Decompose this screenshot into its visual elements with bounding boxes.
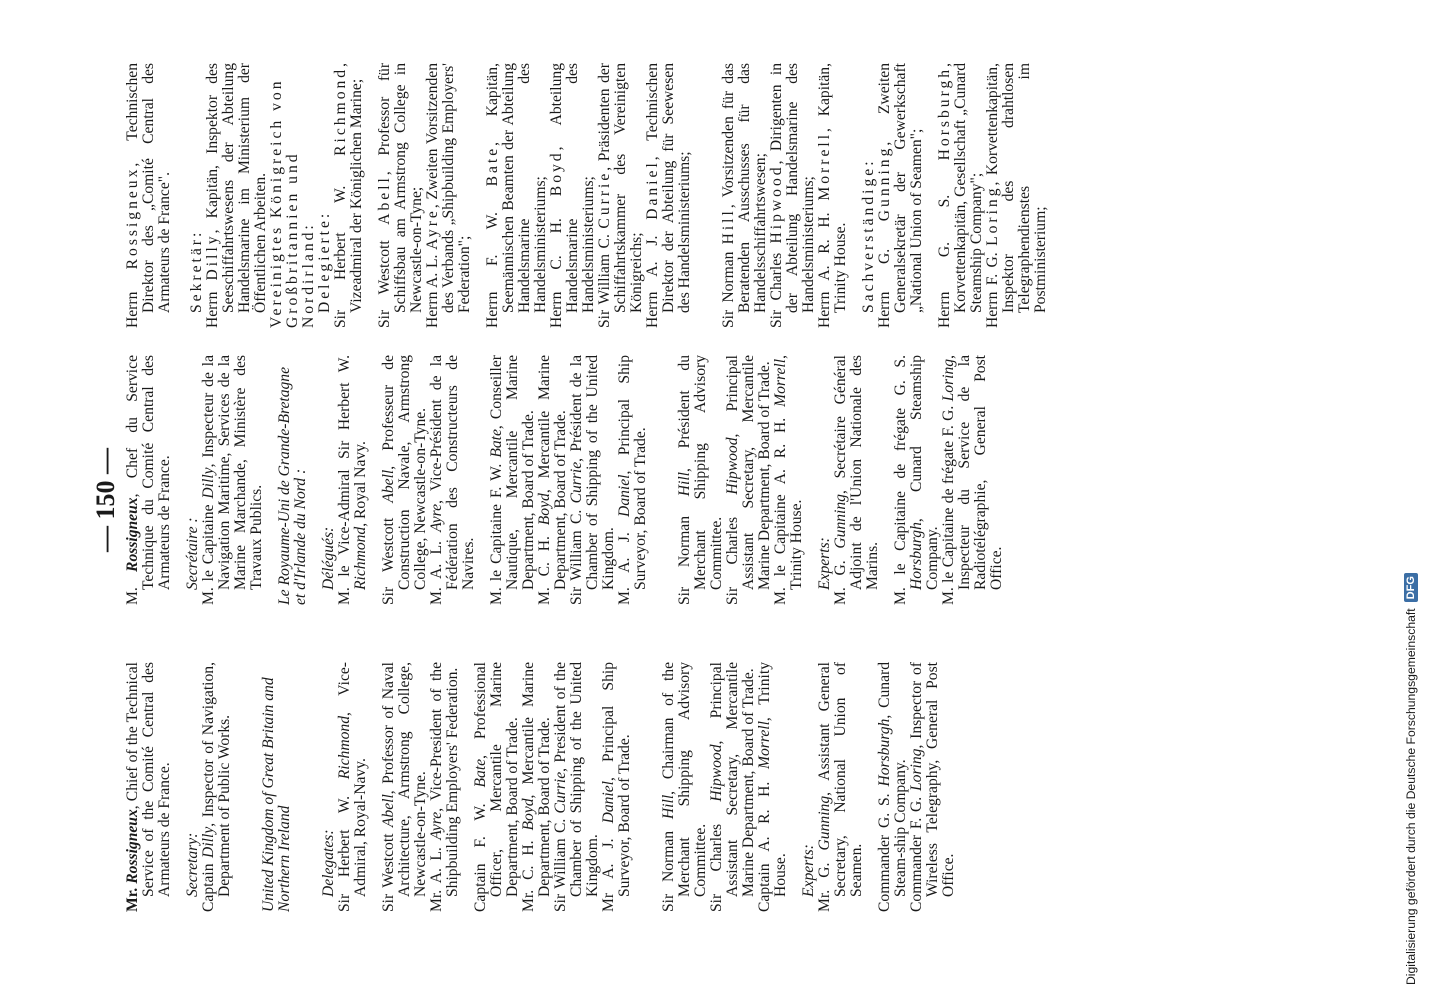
delegates-list — [337, 662, 789, 912]
entry-description: , Secrétaire Général Adjoint de l'Union Nationale des Marins. — [832, 355, 881, 590]
entry-prefix: Captain A. R. H. — [756, 769, 773, 912]
entry-prefix: Sir Herbert W. — [336, 779, 353, 912]
entry-description: , Abteilung Handelsmarine des Handelsministeriums; — [548, 63, 597, 313]
entry-description: , Dirigenten in der Abteilung Handelsmarine des Handelsministeriums; — [768, 63, 817, 313]
delegates-heading: Délégués: — [320, 526, 337, 590]
entry-prefix: M. A. J. — [616, 516, 633, 605]
entry-description: , Principal Ship Surveyor, Board of Trade. — [600, 662, 633, 897]
entry-name: Hill — [676, 471, 693, 497]
entry-name: Horsburgh — [876, 718, 893, 787]
entry-name: Boyd — [520, 798, 537, 831]
list-item — [569, 355, 617, 605]
entry-description: , Inspector of Wireless Telegraphy, General Post Office. — [908, 662, 957, 897]
entry-description: , Korvettenkapitän, Inspektor des drahtlosen Telegraphendienstes im Postministerium; — [984, 63, 1049, 313]
list-item — [333, 63, 365, 328]
experts-list — [877, 63, 1061, 328]
list-item — [489, 355, 537, 605]
entry-description: , Inspecteur du Service de la Radiotélégraphie, General Post Office. — [940, 355, 1005, 590]
digitization-footer — [1396, 15, 1426, 985]
entry-prefix: Mr. A. L. — [428, 839, 445, 912]
entry-prefix: Herrn G. S. — [936, 160, 953, 328]
entry-prefix: Sir Westcott — [376, 224, 393, 328]
experts-list — [833, 355, 1017, 605]
entry-prefix: Sir William C. — [568, 503, 585, 605]
list-item — [677, 355, 725, 605]
entry-name: Gunning — [816, 795, 833, 851]
list-item — [537, 355, 569, 605]
entry-prefix: M. A. L. — [428, 531, 445, 605]
entry-description: , Cunard Steamship Company. — [908, 355, 941, 590]
entry-secretary: M. le Capitaine Dilly, Inspecteur de la Navigation Maritime, Services de la Marine Marchande, Ministère des Travaux Publics. — [200, 355, 265, 605]
entry-secretary: Captain Dilly, Inspector of Navigation, Department of Public Works. — [200, 662, 233, 912]
list-item — [337, 662, 369, 912]
page-number: — 150 — — [91, 448, 120, 552]
entry-name: Richmond — [352, 526, 369, 590]
list-item — [909, 662, 957, 912]
entry-prefix: Sir Herbert W. — [332, 155, 349, 328]
entry-description: , Chairman of the Merchant Shipping Advisory Committee. — [660, 662, 709, 897]
experts-heading: Experts: — [816, 537, 833, 590]
entry-description: , Präsidenten der Schiffahrtskammer des Vereinigten Königreichs; — [596, 62, 645, 313]
entry-prefix: M. G. — [832, 548, 849, 605]
entry-prefix: Commander F. G. — [908, 791, 925, 912]
region-heading: Le Royaume-Uni de Grande-Bretagne et d'Irlande du Nord : — [276, 366, 309, 605]
entry-france-end: Mr. Rossigneux, Chief of the Technical Service of the Comité Central des Armateurs de France. — [124, 662, 173, 912]
secretary-heading: Sekretär: — [188, 229, 205, 313]
region-heading: Vereinigtes Königreich von Großbritannien und Nordirland: — [268, 78, 317, 328]
entry-name: Abell — [380, 794, 397, 828]
list-item — [725, 355, 773, 605]
list-item — [941, 355, 1005, 605]
list-item — [337, 355, 369, 605]
secretary-heading: Secrétaire : — [184, 517, 201, 590]
list-item — [893, 355, 941, 605]
list-item — [757, 662, 789, 912]
list-item — [817, 63, 849, 328]
entry-name: Bate — [484, 145, 501, 187]
list-item — [833, 355, 881, 605]
entry-name: Richmond — [332, 66, 349, 156]
entry-prefix: Mr A. J. — [600, 823, 617, 912]
entry-description: , Vice-Admiral, Royal-Navy. — [336, 662, 369, 897]
entry-name: Loring — [940, 358, 957, 402]
entry-description: , Zweiten Vorsitzenden des Verbands „Shipbuilding Employers' Federation"; — [424, 63, 473, 313]
entry-name: Loring — [984, 185, 1001, 246]
entry-description: , Président du Merchant Shipping Advisory Committee. — [676, 355, 725, 590]
entry-description: , Technischen Direktor der Abteilung für Seewesen des Handelsministeriums; — [644, 62, 693, 313]
entry-prefix: Herrn C. H. — [548, 196, 565, 328]
entry-description: , Trinity House. — [772, 355, 805, 590]
entry-name: Currie — [568, 461, 585, 504]
entry-prefix: Mr. C. H. — [520, 830, 537, 912]
list-item — [381, 355, 429, 605]
entry-prefix: Sir William C. — [596, 228, 613, 328]
entry-prefix: Commander G. S. — [876, 786, 893, 912]
entry-prefix: Herrn F. G. — [984, 245, 1001, 328]
entry-name: Hipwood — [768, 164, 785, 244]
entry-description: , Mercantile Marine Department, Board of Trade. — [536, 355, 569, 590]
list-item — [549, 63, 597, 328]
list-item — [601, 662, 633, 912]
entry-name: Ayre — [424, 208, 441, 250]
entry-description: , Président de la Chamber of Shipping of the United Kingdom. — [568, 355, 617, 590]
entry-prefix: M. le Capitaine de frégate G. S. — [892, 355, 909, 605]
entry-name: Daniel — [616, 474, 633, 517]
entry-description: , Professor für Schiffsbau am Armstrong College in Newcastle-on-Tyne; — [376, 62, 425, 313]
entry-prefix: Sir Charles — [768, 243, 785, 328]
list-item — [377, 63, 425, 328]
entry-prefix: Sir Norman — [676, 496, 693, 605]
entry-name: Boyd — [536, 493, 553, 526]
entry-name: Richmond — [336, 716, 353, 780]
digitization-note: Digitalisierung gefördert durch die Deutsche Forschungsgemeinschaft — [1404, 608, 1418, 985]
region-heading: United Kingdom of Great Britain and Northern Ireland — [260, 677, 293, 912]
entry-name: Loring — [908, 748, 925, 791]
entry-name: Bate — [472, 758, 489, 788]
list-item — [773, 355, 805, 605]
delegates-heading: Delegates: — [320, 829, 337, 897]
entry-name: Ayre — [428, 503, 445, 532]
entry-name: Horsburgh — [908, 522, 925, 590]
entry-prefix: M. C. H. — [536, 525, 553, 605]
entry-prefix: M. le Capitaine A. R. H. — [772, 406, 789, 605]
entry-description: , Vizeadmiral der Königlichen Marine; — [332, 63, 365, 313]
entry-prefix: Herrn A. J. — [644, 219, 661, 328]
list-item — [877, 63, 925, 328]
entry-name: Boyd — [548, 150, 565, 197]
entry-description: , Professional Officer, Mercantile Marine Department, Board of Trade. — [472, 661, 521, 897]
dfg-logo: DFG — [1404, 573, 1418, 602]
english-column — [125, 662, 969, 912]
entry-description: , Vice-President of the Shipbuilding Employers' Federation. — [428, 662, 461, 897]
entry-name: Hipwood — [724, 437, 741, 495]
entry-description: , Kapitän, Seemännischen Beamten der Abteilung Handelsmarine des Handelsministeriums; — [484, 63, 549, 313]
entry-name: Daniel — [600, 780, 617, 824]
entry-name: Hill — [720, 208, 737, 245]
list-item — [617, 355, 649, 605]
list-item — [645, 63, 693, 328]
entry-name: Daniel — [644, 160, 661, 220]
entry-description: , Trinity House. — [756, 662, 789, 897]
entry-prefix: Sir Westcott — [380, 502, 397, 605]
list-item — [553, 662, 601, 912]
entry-prefix: Herrn A. L. — [424, 249, 441, 328]
experts-heading: Experts: — [800, 844, 817, 897]
list-item — [597, 63, 645, 328]
list-item — [709, 662, 757, 912]
entry-description: , Vice-Président de la Fédération des Constructeurs de Navires. — [428, 354, 477, 590]
list-item — [721, 63, 769, 328]
experts-heading: Sachverständige: — [860, 158, 877, 313]
entry-description: , Principal Ship Surveyor, Board of Trade. — [616, 355, 649, 590]
secretary-heading: Secretary: — [184, 832, 201, 897]
entry-prefix: Mr. G. — [816, 850, 833, 912]
list-item — [769, 63, 817, 328]
entry-name: Hill — [660, 794, 677, 820]
entry-prefix: Sir Charles — [708, 801, 725, 912]
entry-description: , Mercantile Marine Department, Board of Trade. — [520, 662, 553, 897]
entry-name: Bate — [488, 429, 505, 458]
entry-name: Morrell — [756, 721, 773, 769]
entry-description: , Assistant General Secretary, National Union of Seamen. — [816, 662, 865, 897]
list-item — [429, 662, 461, 912]
entry-description: , Cunard Steam-ship Company. — [876, 661, 909, 897]
entry-name: Hipwood — [708, 744, 725, 802]
entry-description: , Korvettenkapitän, Gesellschaft „Cunard Steamship Company"; — [936, 63, 985, 313]
entry-name: Abell — [380, 469, 397, 503]
entry-name: Horsburgh — [936, 66, 953, 161]
entry-name: Currie — [596, 170, 613, 229]
entry-prefix: Captain F. W. — [472, 787, 489, 912]
entry-prefix: Herrn G. — [876, 221, 893, 328]
list-item — [473, 662, 521, 912]
list-item — [485, 63, 549, 328]
list-item — [661, 662, 709, 912]
list-item — [425, 63, 473, 328]
list-item — [429, 355, 477, 605]
entry-prefix: Herrn A. R. H. — [816, 200, 833, 328]
entry-description: , Professor of Naval Architecture, Armstrong College, Newcastle-on-Tyne. — [380, 662, 429, 897]
list-item — [985, 63, 1049, 328]
list-item — [521, 662, 553, 912]
entry-description: , Zweiten Generalsekretär der Gewerkschaft „National Union of Seamen"; — [876, 63, 925, 313]
french-column — [125, 355, 1017, 605]
list-item — [817, 662, 865, 912]
entry-name: Morrell — [816, 131, 833, 201]
experts-list — [817, 662, 969, 912]
entry-prefix: Herrn F. W. — [484, 186, 501, 328]
list-item — [937, 63, 985, 328]
entry-name: Abell — [376, 175, 393, 225]
entry-description: , Kapitän, Trinity House. — [816, 62, 849, 313]
entry-prefix: Sir Norman — [720, 244, 737, 328]
list-item — [877, 662, 909, 912]
entry-description: , Conseiller Nautique, Mercantile Marine Department, Board of Trade. — [488, 355, 537, 590]
entry-description: , Principal Assistant Secretary, Mercantile Marine Department, Board of Trade. — [724, 355, 773, 590]
delegates-list — [337, 355, 805, 605]
list-item — [381, 662, 429, 912]
entry-prefix: Sir William C. — [552, 813, 569, 912]
entry-prefix: M. le Capitaine F. W. — [488, 457, 505, 605]
entry-prefix: M. le Capitaine de frégate F. G. — [940, 401, 957, 605]
entry-name: Gunning — [832, 494, 849, 549]
entry-description: , Royal Navy. — [352, 441, 369, 527]
entry-prefix: M. le Vice-Admiral Sir Herbert W. — [336, 355, 353, 605]
entry-prefix: Sir Westcott — [380, 827, 397, 912]
entry-description: , Principal Assistant Secretary, Mercantile Marine Department, Board of Trade. — [708, 662, 757, 897]
delegates-list — [333, 63, 849, 328]
entry-france-end: Herrn Rossigneux, Technischen Direktor des „Comité Central des Armateurs de France". — [124, 63, 173, 328]
entry-description: , Vorsitzenden für das Beratenden Ausschusses für das Handelsschiffahrtswesen; — [720, 63, 769, 313]
entry-france-end: M. Rossigneux, Chef du Service Technique du Comité Central des Armateurs de France. — [124, 355, 173, 605]
entry-prefix: Sir Charles — [724, 494, 741, 605]
entry-name: Currie — [552, 771, 569, 814]
german-column — [125, 63, 1061, 328]
delegates-heading: Delegierte: — [316, 210, 333, 313]
entry-name: Ayre — [428, 811, 445, 840]
entry-name: Gunning — [876, 145, 893, 222]
entry-prefix: Sir Norman — [660, 819, 677, 912]
entry-description: , Professeur de Construction Navale, Armstrong College, Newcastle-on-Tyne. — [380, 355, 429, 590]
entry-name: Morrell — [772, 358, 789, 407]
entry-secretary: Herrn Dilly, Kapitän, Inspektor des Seeschiffahrtswesens der Abteilung Handelsmarine im Ministerium der Öffentlichen Arbeiten. — [204, 63, 269, 328]
entry-description: , President of the Chamber of Shipping of the United Kingdom. — [552, 662, 601, 897]
